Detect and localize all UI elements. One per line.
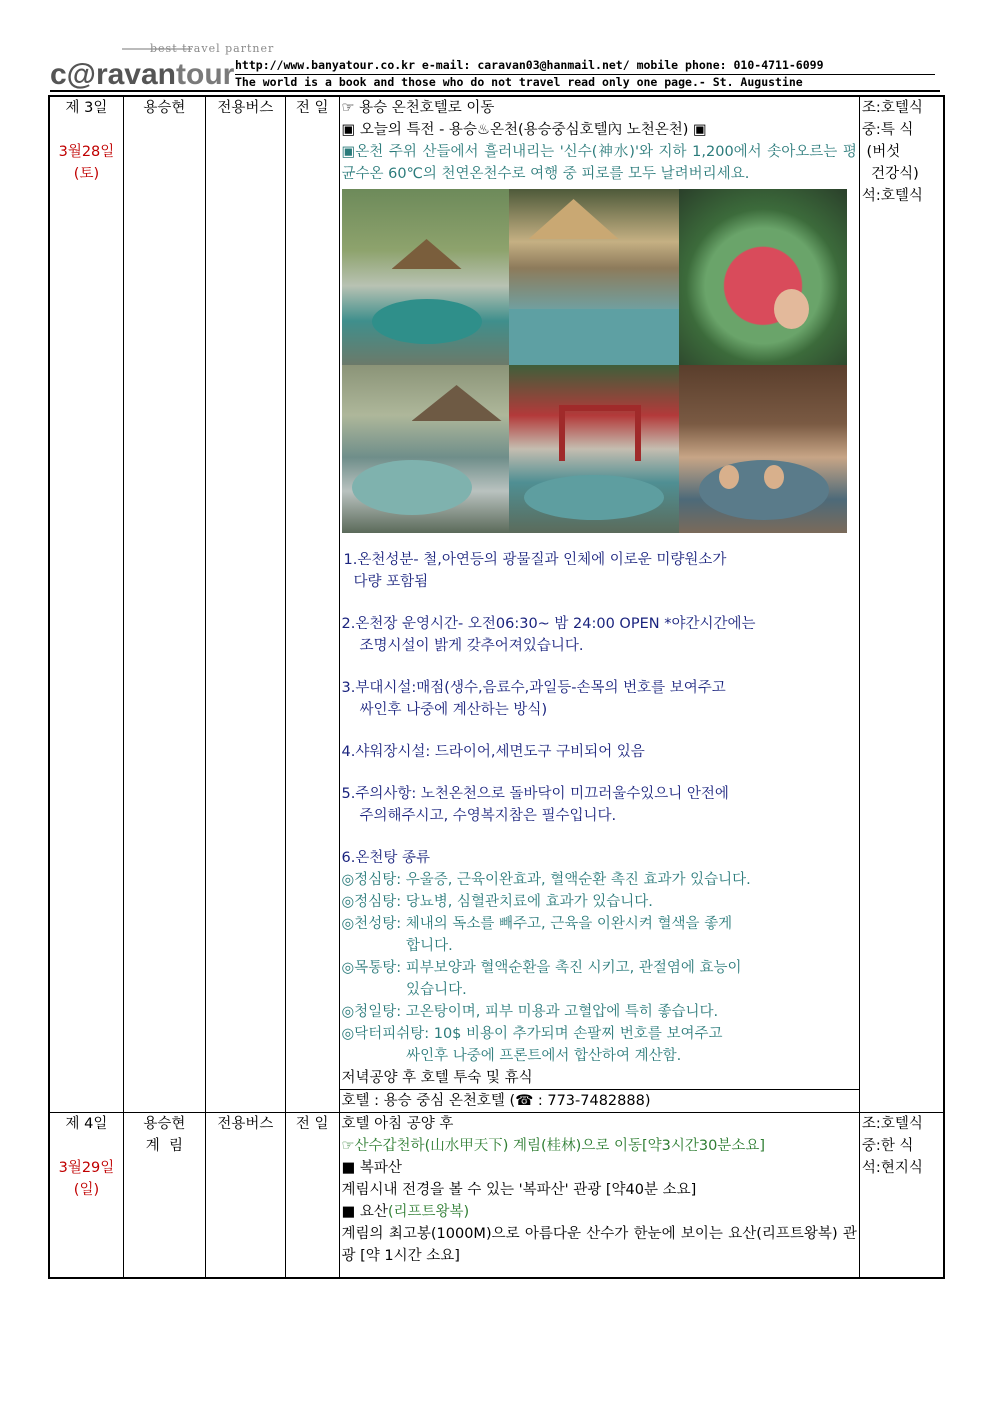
day3-row xyxy=(49,96,944,1113)
hot-spring-photo-4 xyxy=(342,365,509,533)
day3-hotel: 호텔 : 용승 중심 온천호텔 (☎ : 773-7482888) xyxy=(340,1089,859,1112)
hot-spring-photo-6 xyxy=(679,365,847,533)
logo-part1: c@ravan xyxy=(50,58,176,91)
info-line-7: 4.샤워장시설: 드라이어,세면도구 구비되어 있음 xyxy=(341,744,645,760)
hot-spring-photo-1 xyxy=(342,189,509,365)
type-line-7: ◎청일탕: 고온탕이며, 피부 미용과 고혈압에 특히 좋습니다. xyxy=(341,1004,719,1020)
day4-schedule xyxy=(339,1113,859,1279)
type-line-5: ◎목통탕: 피부보양과 혈액순환을 촉진 시키고, 관절염에 효능이 xyxy=(341,960,742,976)
itinerary-table xyxy=(48,95,945,1279)
types-title: 6.온천탕 종류 xyxy=(341,850,431,866)
hot-spring-photo-5 xyxy=(509,365,679,533)
day4-weekday: (일) xyxy=(73,1182,100,1198)
hot-spring-photo-2 xyxy=(509,189,679,365)
day4-city: 용승현 xyxy=(143,1116,186,1132)
hot-spring-photo-3 xyxy=(679,189,847,365)
day3-meals xyxy=(859,96,944,1113)
day3-label: 제 3일 xyxy=(65,100,108,116)
day3-meal-1: 조:호텔식 xyxy=(861,100,923,116)
day3-intro: ▣온천 주위 산들에서 흘러내리는 '신수(神水)'와 지하 1,200에서 솟아오르는 평균수온 60℃의 천연온천수로 여행 중 피로를 모두 날려버리세요. xyxy=(341,144,857,182)
day3-move: ☞ 용승 온천호텔로 이동 xyxy=(341,100,495,116)
day3-time: 전 일 xyxy=(285,96,339,1113)
day3-meal-2: 중:특 식 xyxy=(861,122,914,138)
type-line-9: 싸인후 나중에 프론트에서 합산하여 계산함. xyxy=(341,1048,682,1064)
info-line-5: 3.부대시설:매점(생수,음료수,과일등-손목의 번호를 보여주고 xyxy=(341,680,726,696)
day4-spot2-title xyxy=(342,1201,857,1223)
day3-meal-5: 석:호텔식 xyxy=(861,188,923,204)
type-line-8: ◎닥터피쉬탕: 10$ 비용이 추가되며 손팔찌 번호를 보여주고 xyxy=(341,1026,723,1042)
day3-city: 용승현 xyxy=(123,96,205,1113)
day3-schedule xyxy=(339,96,859,1113)
info-line-3: 2.온천장 운영시간- 오전06:30~ 밤 24:00 OPEN *야간시간에는 xyxy=(341,616,756,632)
day4-transport: 전용버스 xyxy=(205,1113,285,1279)
type-line-6: 있습니다. xyxy=(341,982,467,998)
type-line-3: ◎천성탕: 체내의 독소를 빼주고, 근육을 이완시켜 혈색을 좋게 xyxy=(341,916,733,932)
day4-line-1: 호텔 아침 공양 후 xyxy=(341,1116,454,1132)
day3-weekday: (토) xyxy=(73,166,100,182)
header-rule xyxy=(50,90,940,92)
day4-row xyxy=(49,1113,944,1279)
contact-block xyxy=(235,58,935,90)
day4-meal-3: 석:현지식 xyxy=(861,1160,923,1176)
day4-meal-1: 조:호텔식 xyxy=(861,1116,923,1132)
info-line-8: 5.주의사항: 노천온천으로 돌바닥이 미끄러울수있으니 안전에 xyxy=(341,786,729,802)
day4-line-2: ☞산수갑천하(山水甲天下) 계림(桂林)으로 이동[약3시간30분소요] xyxy=(341,1138,765,1154)
caravantour-logo xyxy=(50,58,234,92)
type-line-2: ◎정심탕: 당뇨병, 심혈관치료에 효과가 있습니다. xyxy=(341,894,653,910)
day4-label: 제 4일 xyxy=(65,1116,108,1132)
info-line-1: 1.온천성분- 철,아연등의 광물질과 인체에 이로운 미량원소가 xyxy=(343,552,727,568)
tagline: best travel partner xyxy=(150,42,275,55)
day3-special: ▣ 오늘의 특전 - 용승♨온천(용승중심호텔內 노천온천) ▣ xyxy=(341,122,707,138)
day3-day-cell xyxy=(49,96,123,1113)
info-line-6: 싸인후 나중에 계산하는 방식) xyxy=(359,702,548,718)
page-header xyxy=(50,42,940,92)
day3-meal-3: (버섯 xyxy=(861,144,901,160)
type-line-1: ◎정심탕: 우울증, 근육이완효과, 혈액순환 촉진 효과가 있습니다. xyxy=(341,872,751,888)
contact-line: http://www.banyatour.co.kr e-mail: caravan03@hanmail.net/ mobile phone: 010-4711-6099 xyxy=(235,58,824,72)
day3-evening: 저녁공양 후 호텔 투숙 및 휴식 xyxy=(341,1070,533,1086)
day3-meal-4: 건강식) xyxy=(861,166,919,182)
day4-spot1-desc: 계림시내 전경을 볼 수 있는 '복파산' 관광 [약40분 소요] xyxy=(341,1182,697,1198)
day4-city-cell xyxy=(123,1113,205,1279)
day4-date: 3월29일 xyxy=(58,1160,115,1176)
quote-line: The world is a book and those who do not travel read only one page.- St. Augustine xyxy=(235,75,803,89)
day4-meal-2: 중:한 식 xyxy=(861,1138,914,1154)
day4-spot1-title: ■ 복파산 xyxy=(341,1160,402,1176)
info-line-2: 다량 포함됨 xyxy=(353,574,429,590)
day4-spot2-suffix: (리프트왕복) xyxy=(387,1204,470,1220)
type-line-4: 합니다. xyxy=(341,938,453,954)
day4-city2: 계 림 xyxy=(145,1138,184,1154)
hot-spring-photo-grid xyxy=(342,189,847,533)
info-line-4: 조명시설이 밝게 갖추어져있습니다. xyxy=(359,638,584,654)
day4-spot2-prefix: ■ 요산 xyxy=(341,1204,388,1220)
day4-meals xyxy=(859,1113,944,1279)
day3-date: 3월28일 xyxy=(58,144,115,160)
day4-time: 전 일 xyxy=(285,1113,339,1279)
day4-day-cell xyxy=(49,1113,123,1279)
day4-spot2-desc: 계림의 최고봉(1000M)으로 아름다운 산수가 한눈에 보이는 요산(리프트왕복) 관광 [약 1시간 소요] xyxy=(341,1226,857,1264)
day3-transport: 전용버스 xyxy=(205,96,285,1113)
logo-part2: tour xyxy=(176,58,235,91)
info-line-9: 주의해주시고, 수영복지참은 필수입니다. xyxy=(359,808,617,824)
